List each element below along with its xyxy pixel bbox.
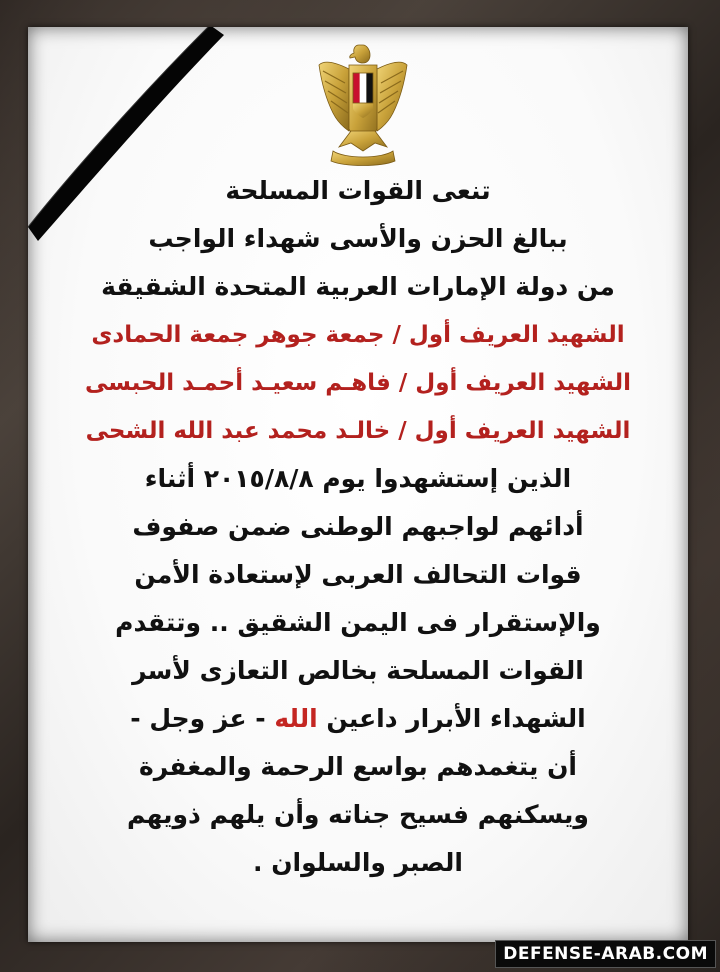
notice-line: أن يتغمدهم بواسع الرحمة والمغفرة	[139, 752, 577, 781]
notice-line: الذين إستشهدوا يوم ٢٠١٥/٨/٨ أثناء	[144, 464, 572, 493]
notice-text	[28, 167, 688, 887]
notice-line: من دولة الإمارات العربية المتحدة الشقيقة	[101, 272, 615, 301]
notice-line: ببالغ الحزن والأسى شهداء الواجب	[148, 224, 568, 253]
notice-line: القوات المسلحة بخالص التعازى لأسر	[132, 656, 584, 685]
site-watermark: DEFENSE-ARAB.COM	[495, 940, 716, 968]
martyr-name: الشهيد العريف أول / خالـد محمد عبد الله الشحى	[85, 418, 631, 444]
notice-line: والإستقرار فى اليمن الشقيق .. وتتقدم	[115, 608, 601, 637]
notice-line: الصبر والسلوان .	[253, 848, 463, 877]
notice-fragment: - عز وجل -	[130, 704, 266, 733]
notice-line	[28, 695, 688, 743]
martyr-name: الشهيد العريف أول / جمعة جوهر جمعة الحمادى	[91, 322, 625, 348]
notice-heading: تنعى القوات المسلحة	[225, 176, 491, 205]
egypt-eagle-emblem-icon	[315, 39, 411, 167]
notice-line: قوات التحالف العربى لإستعادة الأمن	[134, 560, 582, 589]
allah-word: الله	[274, 704, 318, 733]
notice-line: أدائهم لواجبهم الوطنى ضمن صفوف	[132, 512, 584, 541]
notice-line: ويسكنهم فسيح جناته وأن يلهم ذويهم	[127, 800, 589, 829]
martyr-name: الشهيد العريف أول / فاهـم سعيـد أحمـد الحبسى	[84, 370, 632, 396]
notice-fragment: الشهداء الأبرار داعين	[326, 704, 586, 733]
condolence-notice	[28, 27, 688, 942]
